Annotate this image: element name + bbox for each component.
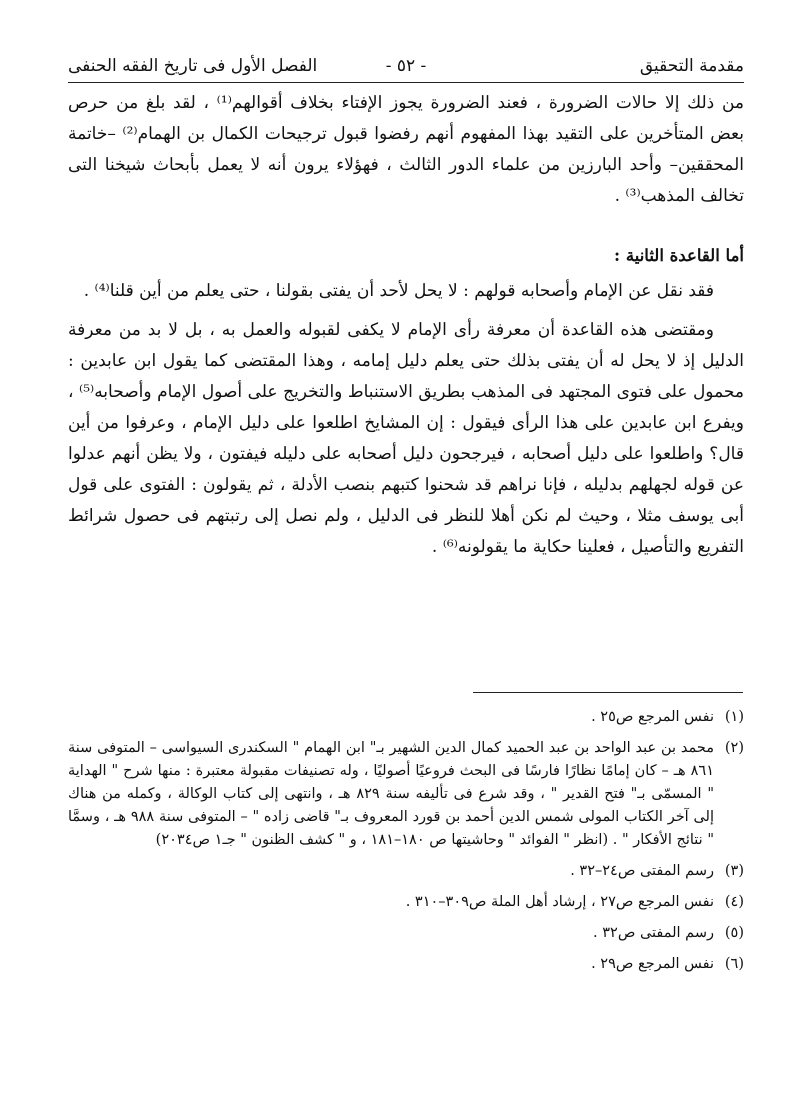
footnote-text: رسم المفتى ص٢٤–٣٢ .	[570, 863, 714, 879]
header-chapter-title: الفصل الأول فى تاريخ الفقه الحنفى	[68, 56, 318, 76]
main-text	[68, 88, 744, 563]
section-heading: أما القاعدة الثانية :	[614, 246, 744, 265]
footnote	[68, 953, 744, 976]
page-number: - ٥٢ -	[385, 56, 427, 76]
footnote-text: نفس المرجع ص٢٧ ، إرشاد أهل الملة ص٣٠٩–٣١٠ .	[405, 894, 714, 910]
footnote-number: (٢)	[724, 740, 744, 756]
footnote-number: (٥)	[724, 925, 744, 941]
footnote	[68, 922, 744, 945]
footnote-text: رسم المفتى ص٣٢ .	[593, 925, 714, 941]
footnote-number: (١)	[724, 709, 744, 725]
header-book-section: مقدمة التحقيق	[639, 56, 744, 76]
footnote	[68, 860, 744, 883]
footnote	[68, 706, 744, 729]
footnote-text: نفس المرجع ص٢٥ .	[591, 709, 714, 725]
paragraph-1: من ذلك إلا حالات الضرورة ، فعند الضرورة يجوز الإفتاء بخلاف أقوالهم⁽¹⁾ ، لقد بلغ من حرص بعض المتأخرين على التقيد بهذا المفهوم أنهم رفضوا قبول ترجيحات الكمال بن الهمام⁽²⁾ –خاتمة المحققين– وأحد البارزين من علماء الدور الثالث ، فهؤلاء يرون أنه لا يعمل بأبحاث شيخنا التى تخالف المذهب⁽³⁾ .	[68, 93, 745, 206]
footnote-text: نفس المرجع ص٢٩ .	[591, 956, 714, 972]
page-header	[68, 52, 744, 83]
footnote-number: (٦)	[724, 956, 744, 972]
paragraph-3: ومقتضى هذه القاعدة أن معرفة رأى الإمام لا يكفى لقبوله والعمل به ، بل لا بد من معرفة الدليل إذ لا يحل له أن يفتى بذلك حتى يعلم دليل إمامه ، وهذا المقتضى كما يقول ابن عابدين : محمول على فتوى المجتهد فى المذهب بطريق الاستنباط والتخريج على أصول الإمام وأصحابه⁽⁵⁾ ، ويفرع ابن عابدين على هذا الرأى فيقول : إن المشايخ اطلعوا على دليل الإمام ، وعرفوا من أين قال؟ واطلعوا على دليل أصحابه ، فيرجحون دليل أصحابه على دليله فيفتون ، ولا يظن أنهم عدلوا عن قوله لجهلهم بدليله ، فإنا نراهم قد شحنوا كتبهم بنصب الأدلة ، ثم يقولون : الفتوى على قول أبى يوسف مثلا ، وحيث لم نكن أهلا للنظر فى الدليل ، ولم نصل إلى رتبتهم فى حصول شرائط التفريع والتأصيل ، فعلينا حكاية ما يقولونه⁽⁶⁾ .	[68, 320, 744, 557]
footnote-separator	[473, 692, 743, 693]
footnote-text: محمد بن عبد الواحد بن عبد الحميد كمال الدين الشهير بـ" ابن الهمام " السكندرى السيواسى – المتوفى سنة ٨٦١ هـ – كان إمامًا نظارًا فارسًا فى البحث فروعيًا أصوليًا ، وله تصنيفات مقبولة معتبرة : منها شرح " الهداية " المسمّى بـ" فتح القدير " ، وقد شرع فى تأليفه سنة ٨٢٩ هـ ، وانتهى إلى كتاب الوكالة ، وكمله من هناك إلى آخر الكتاب المولى شمس الدين أحمد بن قورد المعروف بـ" قاضى زاده " – المتوفى سنة ٩٨٨ هـ ، وسمَّا " نتائج الأفكار " . (انظر " الفوائد " وحاشيتها ص ١٨٠–١٨١ ، و " كشف الظنون " جـ١ ص٢٠٣٤)	[68, 740, 714, 848]
footnote-number: (٣)	[724, 863, 744, 879]
footnote-number: (٤)	[724, 894, 744, 910]
footnote	[68, 737, 744, 852]
paragraph-2: فقد نقل عن الإمام وأصحابه قولهم : لا يحل لأحد أن يفتى بقولنا ، حتى يعلم من أين قلنا⁽⁴⁾ .	[83, 281, 714, 301]
footnote	[68, 891, 744, 914]
footnotes	[68, 706, 744, 984]
